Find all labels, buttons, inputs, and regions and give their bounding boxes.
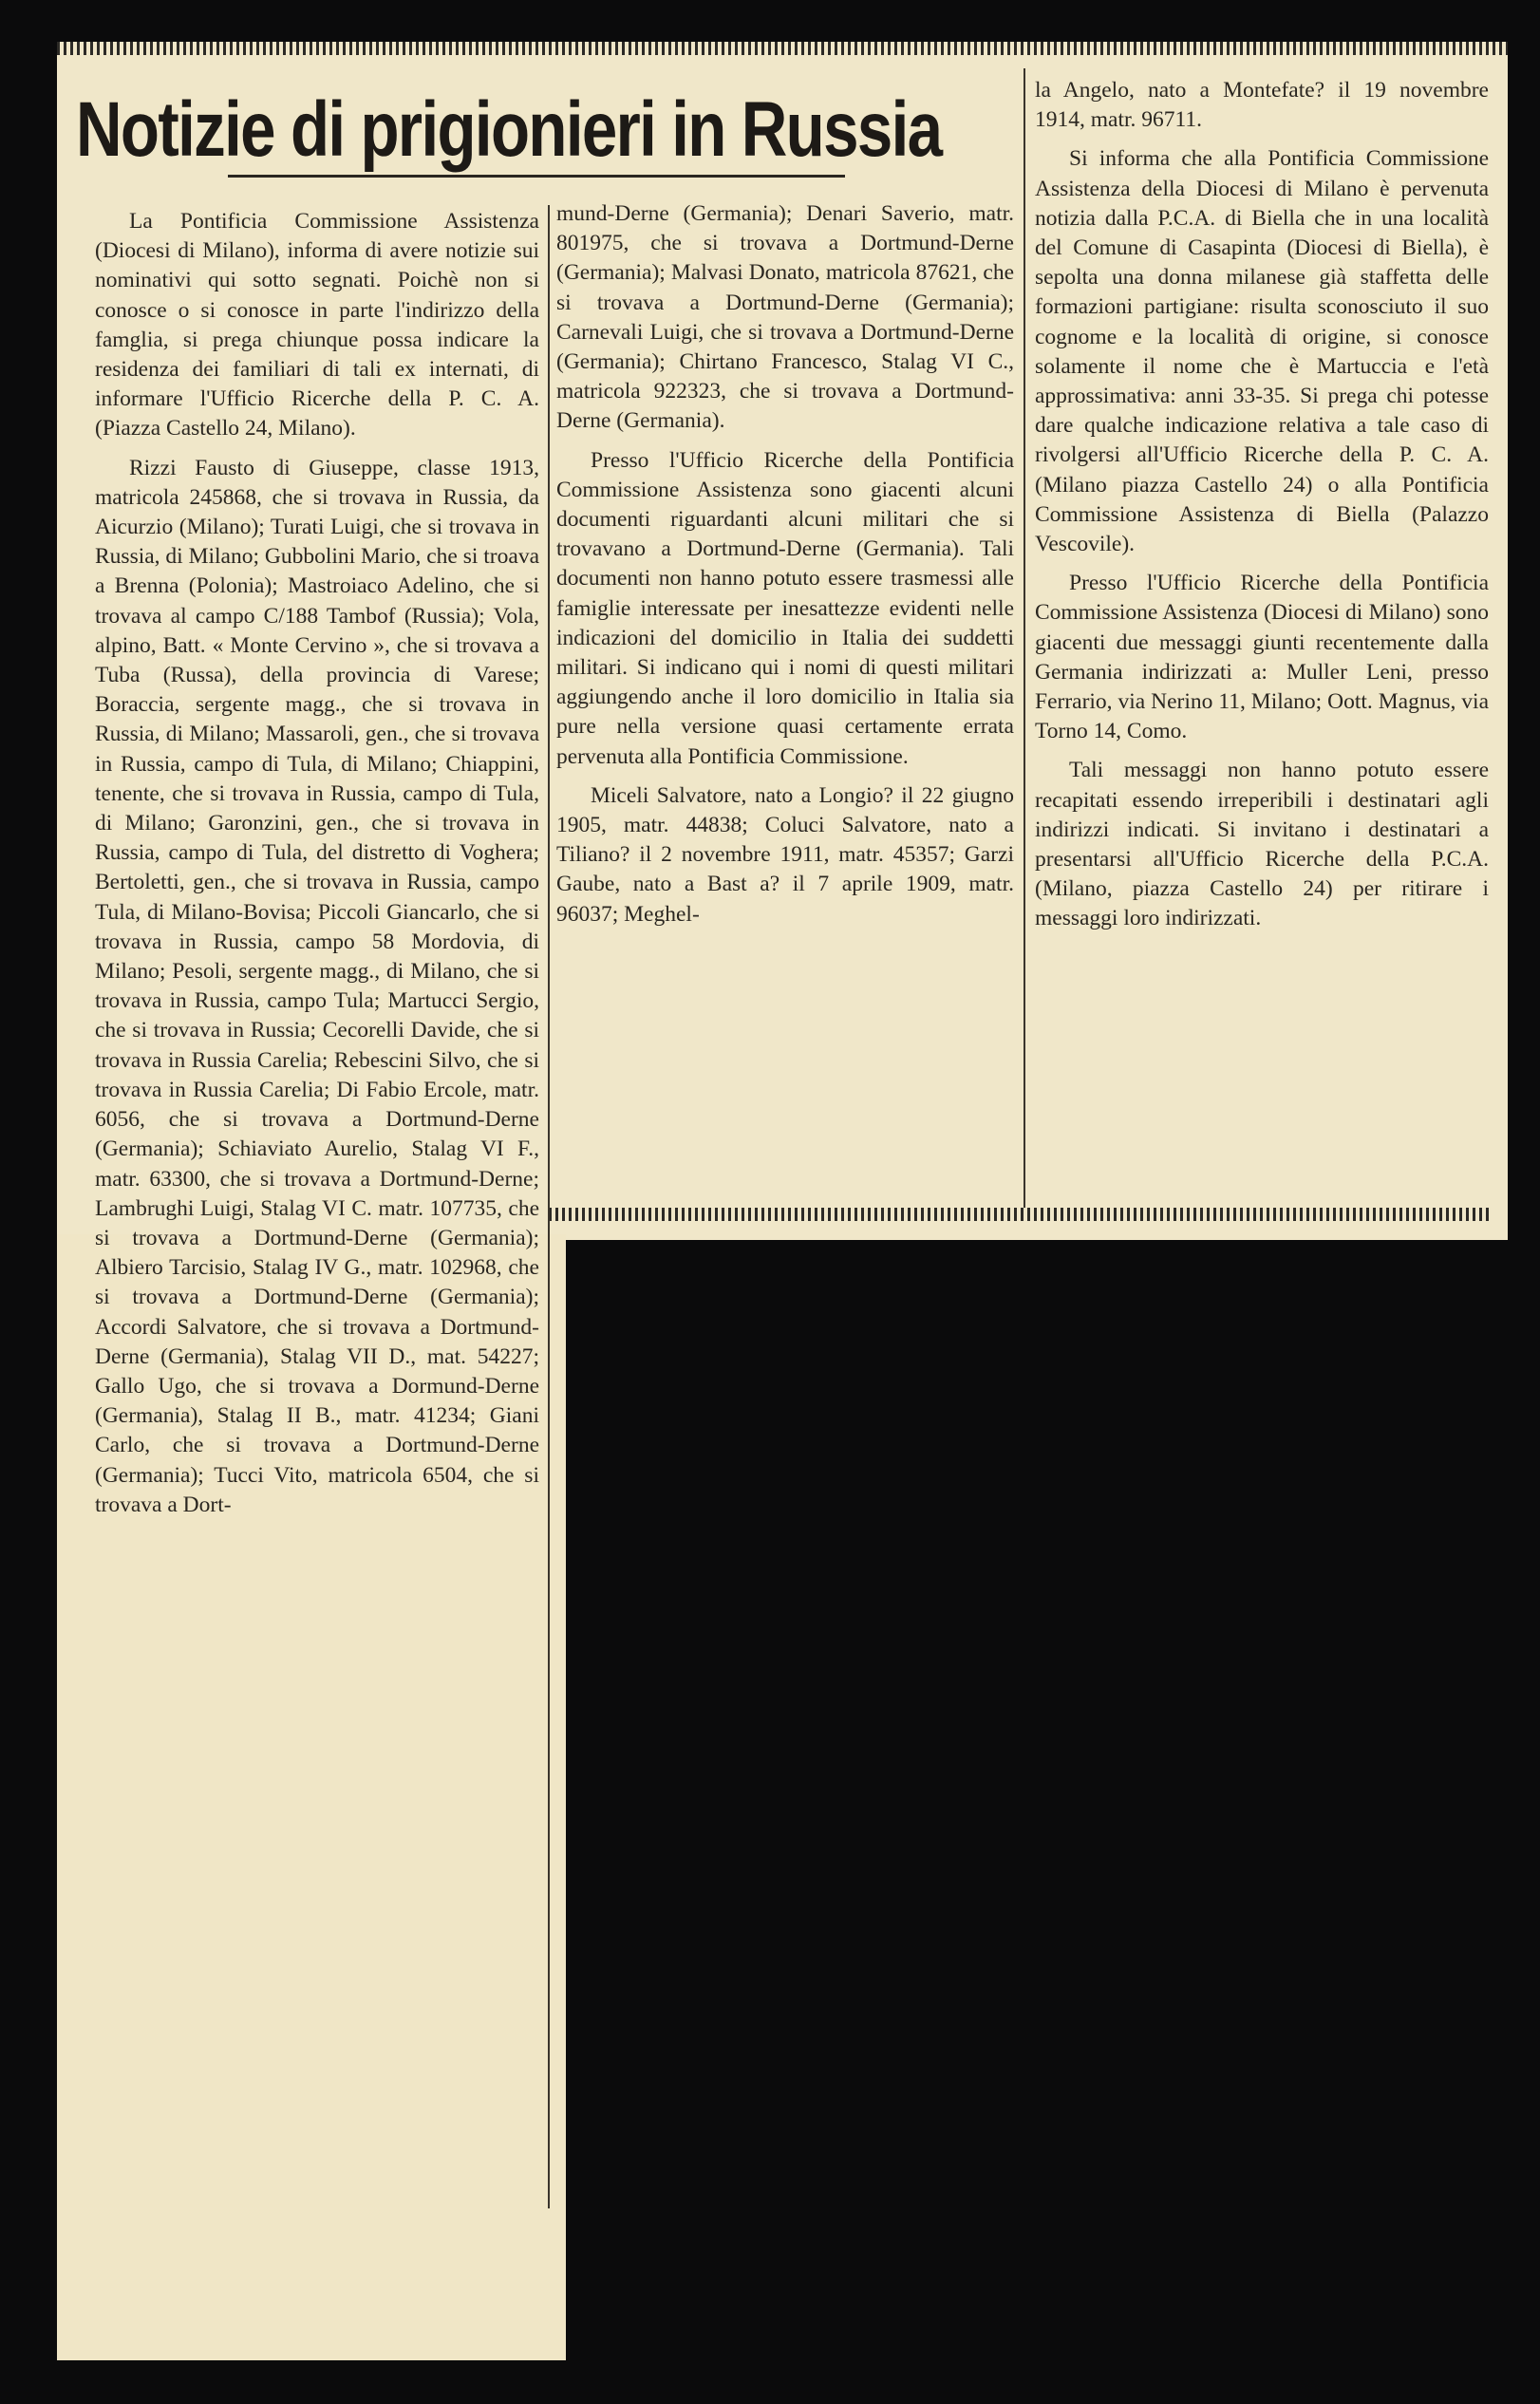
top-perforation-border [57, 42, 1508, 55]
column-divider-2 [1024, 68, 1025, 1208]
soldiers-list-paragraph: Miceli Salvatore, nato a Longio? il 22 giugno 1905, matr. 44838; Coluci Salvatore, nato a Tiliano? il 2 novembre 1911, matr. 45357; Garzi Gaube, nato a Bast a? il 7 aprile 1909, matr. 96037; Meghel- [556, 782, 1014, 927]
prisoner-list-continuation: mund-Derne (Germania); Denari Saverio, matr. 801975, che si trovava a Dortmund-Derne (Germania); Malvasi Donato, matricola 87621, che si trovava a Dortmund-Derne (Germania); Carnevali Luigi, che si trovava a Dortmund-Derne (Germania); Chirtano Francesco, Stalag VI C., matricola 922323, che si trovava a Dortmund-Derne (Germania). [556, 201, 1014, 434]
biella-notice-paragraph: Si informa che alla Pontificia Commissione Assistenza della Diocesi di Milano è pervenuta notizia dalla P.C.A. di Biella che in una località del Comune di Casapinta (Diocesi di Biella), è sepolta una donna milanese già staffetta delle formazioni partigiane: risulta sconosciuto il suo cognome e la località di origine, si conosce solamente il nome che è Martuccia e l'età approssimativa: anni 33-35. Si prega chi potesse dare qualche indicazione relativa a tale caso di rivolgersi all'Ufficio Ricerche della P. C. A. (Milano piazza Castello 24) o alla Pontificia Commissione Assistenza di Biella (Palazzo Vescovile). [1035, 146, 1489, 557]
article-column-2 [556, 199, 1014, 930]
documents-notice-paragraph: Presso l'Ufficio Ricerche della Pontificia Commissione Assistenza sono giacenti alcuni documenti riguardanti alcuni militari che si trovavano a Dortmund-Derne (Germania). Tali documenti non hanno potuto essere trasmessi alle famiglie interessate per inesattezze evidenti nelle indicazioni del domicilio in Italia dei suddetti militari. Si indicano qui i nomi di questi militari aggiungendo anche il loro domicilio in Italia sia pure nella versione quasi certamente errata pervenuta alla Pontificia Commissione. [556, 447, 1014, 769]
messages-notice-paragraph: Presso l'Ufficio Ricerche della Pontificia Commissione Assistenza (Diocesi di Milano) sono giacenti due messaggi giunti recentemente dalla Germania indirizzati a: Muller Leni, presso Ferrario, via Nerino 11, Milano; Oott. Magnus, via Torno 14, Como. [1035, 571, 1489, 744]
column-divider-1 [548, 205, 550, 2208]
article-column-3 [1035, 76, 1489, 934]
article-headline: Notizie di prigionieri in Russia [76, 86, 942, 173]
bottom-perforation-border [549, 1208, 1489, 1221]
headline-underline [228, 175, 845, 178]
soldiers-list-continuation: la Angelo, nato a Montefate? il 19 novembre 1914, matr. 96711. [1035, 78, 1489, 133]
prisoner-list-paragraph: Rizzi Fausto di Giuseppe, classe 1913, matricola 245868, che si trovava in Russia, da Aicurzio (Milano); Turati Luigi, che si trovava in Russia, di Milano; Gubbolini Mario, che si troava a Brenna (Polonia); Mastroiaco Adelino, che si trovava al campo C/188 Tambof (Russia); Vola, alpino, Batt. « Monte Cervino », che si trovava a Tuba (Russa), della provincia di Varese; Boraccia, sergente magg., che si trovava in Russia, di Milano; Massaroli, gen., che si trovava in Russia, campo di Tula, di Milano; Chiappini, tenente, che si trovava in Russia, campo di Tula, di Milano; Garonzini, gen., che si trovava in Russia, campo di Tula, del distretto di Voghera; Bertoletti, gen., che si trovava in Russia, campo Tula, di Milano-Bovisa; Piccoli Giancarlo, che si trovava in Russia, campo 58 Mordovia, di Milano; Pesoli, sergente magg., di Milano, che si trovava in Russia, campo Tula; Martucci Sergio, che si trovava in Russia; Cecorelli Davide, che si trovava in Russia Carelia; Rebescini Silvo, che si trovava in Russia Carelia; Di Fabio Ercole, matr. 6056, che si trovava a Dortmund-Derne (Germania); Schiaviato Aurelio, Stalag VI F., matr. 63300, che si trovava a Dortmund-Derne; Lambrughi Luigi, Stalag VI C. matr. 107735, che si trovava a Dortmund-Derne (Germania); Albiero Tarcisio, Stalag IV G., matr. 102968, che si trovava a Dortmund-Derne (Germania); Accordi Salvatore, che si trovava a Dortmund-Derne (Germania), Stalag VII D., mat. 54227; Gallo Ugo, che si trovava a Dormund-Derne (Germania), Stalag II B., matr. 41234; Giani Carlo, che si trovava a Dortmund-Derne (Germania); Tucci Vito, matricola 6504, che si trovava a Dort- [95, 455, 539, 1517]
messages-undelivered-paragraph: Tali messaggi non hanno potuto essere recapitati essendo irreperibili i destinatari agli indirizzi indicati. Si invitano i destinatari a presentarsi all'Ufficio Ricerche della P.C.A. (Milano, piazza Castello 24) per ritirare i messaggi loro indirizzati. [1035, 758, 1489, 931]
article-column-1 [95, 207, 539, 1520]
intro-paragraph: La Pontificia Commissione Assistenza (Diocesi di Milano), informa di avere notizie sui nominativi qui sotto segnati. Poichè non si conosce o si conosce in parte l'indirizzo della famglia, si prega chiunque possa indicare la residenza dei familiari di tali ex internati, di informare l'Ufficio Ricerche della P. C. A. (Piazza Castello 24, Milano). [95, 209, 539, 441]
